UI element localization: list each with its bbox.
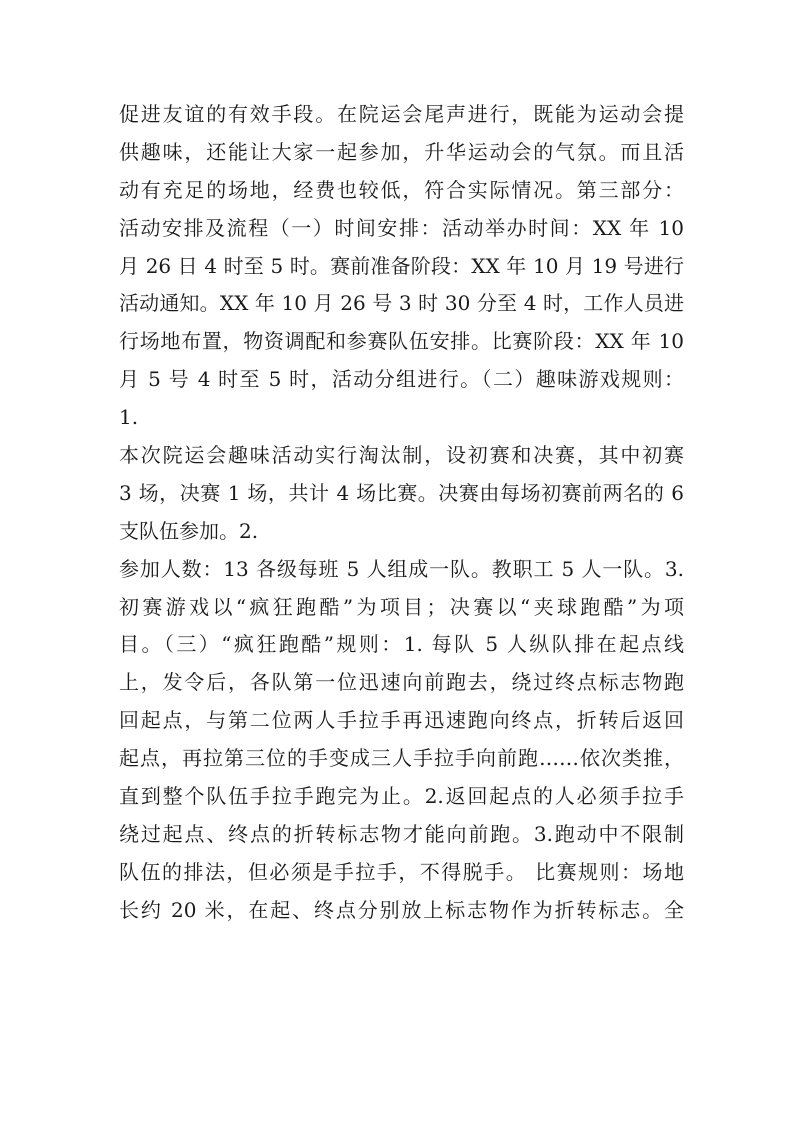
text-line: 参加人数：13 各级每班 5 人组成一队。教职工 5 人一队。3. [119, 556, 684, 581]
text-line: 月 5 号 4 时至 5 时，活动分组进行。（二）趣味游戏规则： [119, 367, 684, 392]
text-line: 目。（三）“疯狂跑酷”规则：1. 每队 5 人纵队排在起点线 [119, 632, 684, 657]
text-line: 活动安排及流程（一）时间安排：活动举办时间：XX 年 10 [119, 215, 684, 240]
text-line: 促进友谊的有效手段。在院运会尾声进行，既能为运动会提 [119, 102, 684, 126]
text-line: 月 26 日 4 时至 5 时。赛前准备阶段：XX 年 10 月 19 号进行 [119, 253, 684, 278]
text-line: 1. [119, 405, 139, 430]
text-line: 支队伍参加。2. [119, 518, 259, 543]
text-line: 直到整个队伍手拉手跑完为止。2.返回起点的人必须手拉手 [119, 784, 684, 809]
text-line: 绕过起点、终点的折转标志物才能向前跑。3.跑动中不限制 [119, 821, 684, 846]
text-line: 3 场，决赛 1 场，共计 4 场比赛。决赛由每场初赛前两名的 6 [119, 480, 684, 505]
text-line: 回起点，与第二位两人手拉手再迅速跑向终点，折转后返回 [119, 708, 684, 733]
text-line: 动有充足的场地，经费也较低，符合实际情况。第三部分： [119, 177, 684, 202]
text-line: 起点，再拉第三位的手变成三人手拉手向前跑……依次类推， [119, 746, 684, 771]
text-line: 队伍的排法，但必须是手拉手，不得脱手。 比赛规则：场地 [119, 859, 684, 884]
text-line: 本次院运会趣味活动实行淘汰制，设初赛和决赛，其中初赛 [119, 443, 684, 468]
text-line: 上，发令后，各队第一位迅速向前跑去，绕过终点标志物跑 [119, 670, 684, 695]
text-line: 初赛游戏以“疯狂跑酷”为项目；决赛以“夹球跑酷”为项 [119, 594, 684, 619]
text-line: 活动通知。XX 年 10 月 26 号 3 时 30 分至 4 时，工作人员进 [119, 291, 684, 316]
text-line: 长约 20 米，在起、终点分别放上标志物作为折转标志。全 [119, 897, 684, 922]
body-text [119, 96, 684, 930]
text-line: 供趣味，还能让大家一起参加，升华运动会的气氛。而且活 [119, 139, 684, 164]
text-line: 行场地布置，物资调配和参赛队伍安排。比赛阶段：XX 年 10 [119, 329, 684, 354]
